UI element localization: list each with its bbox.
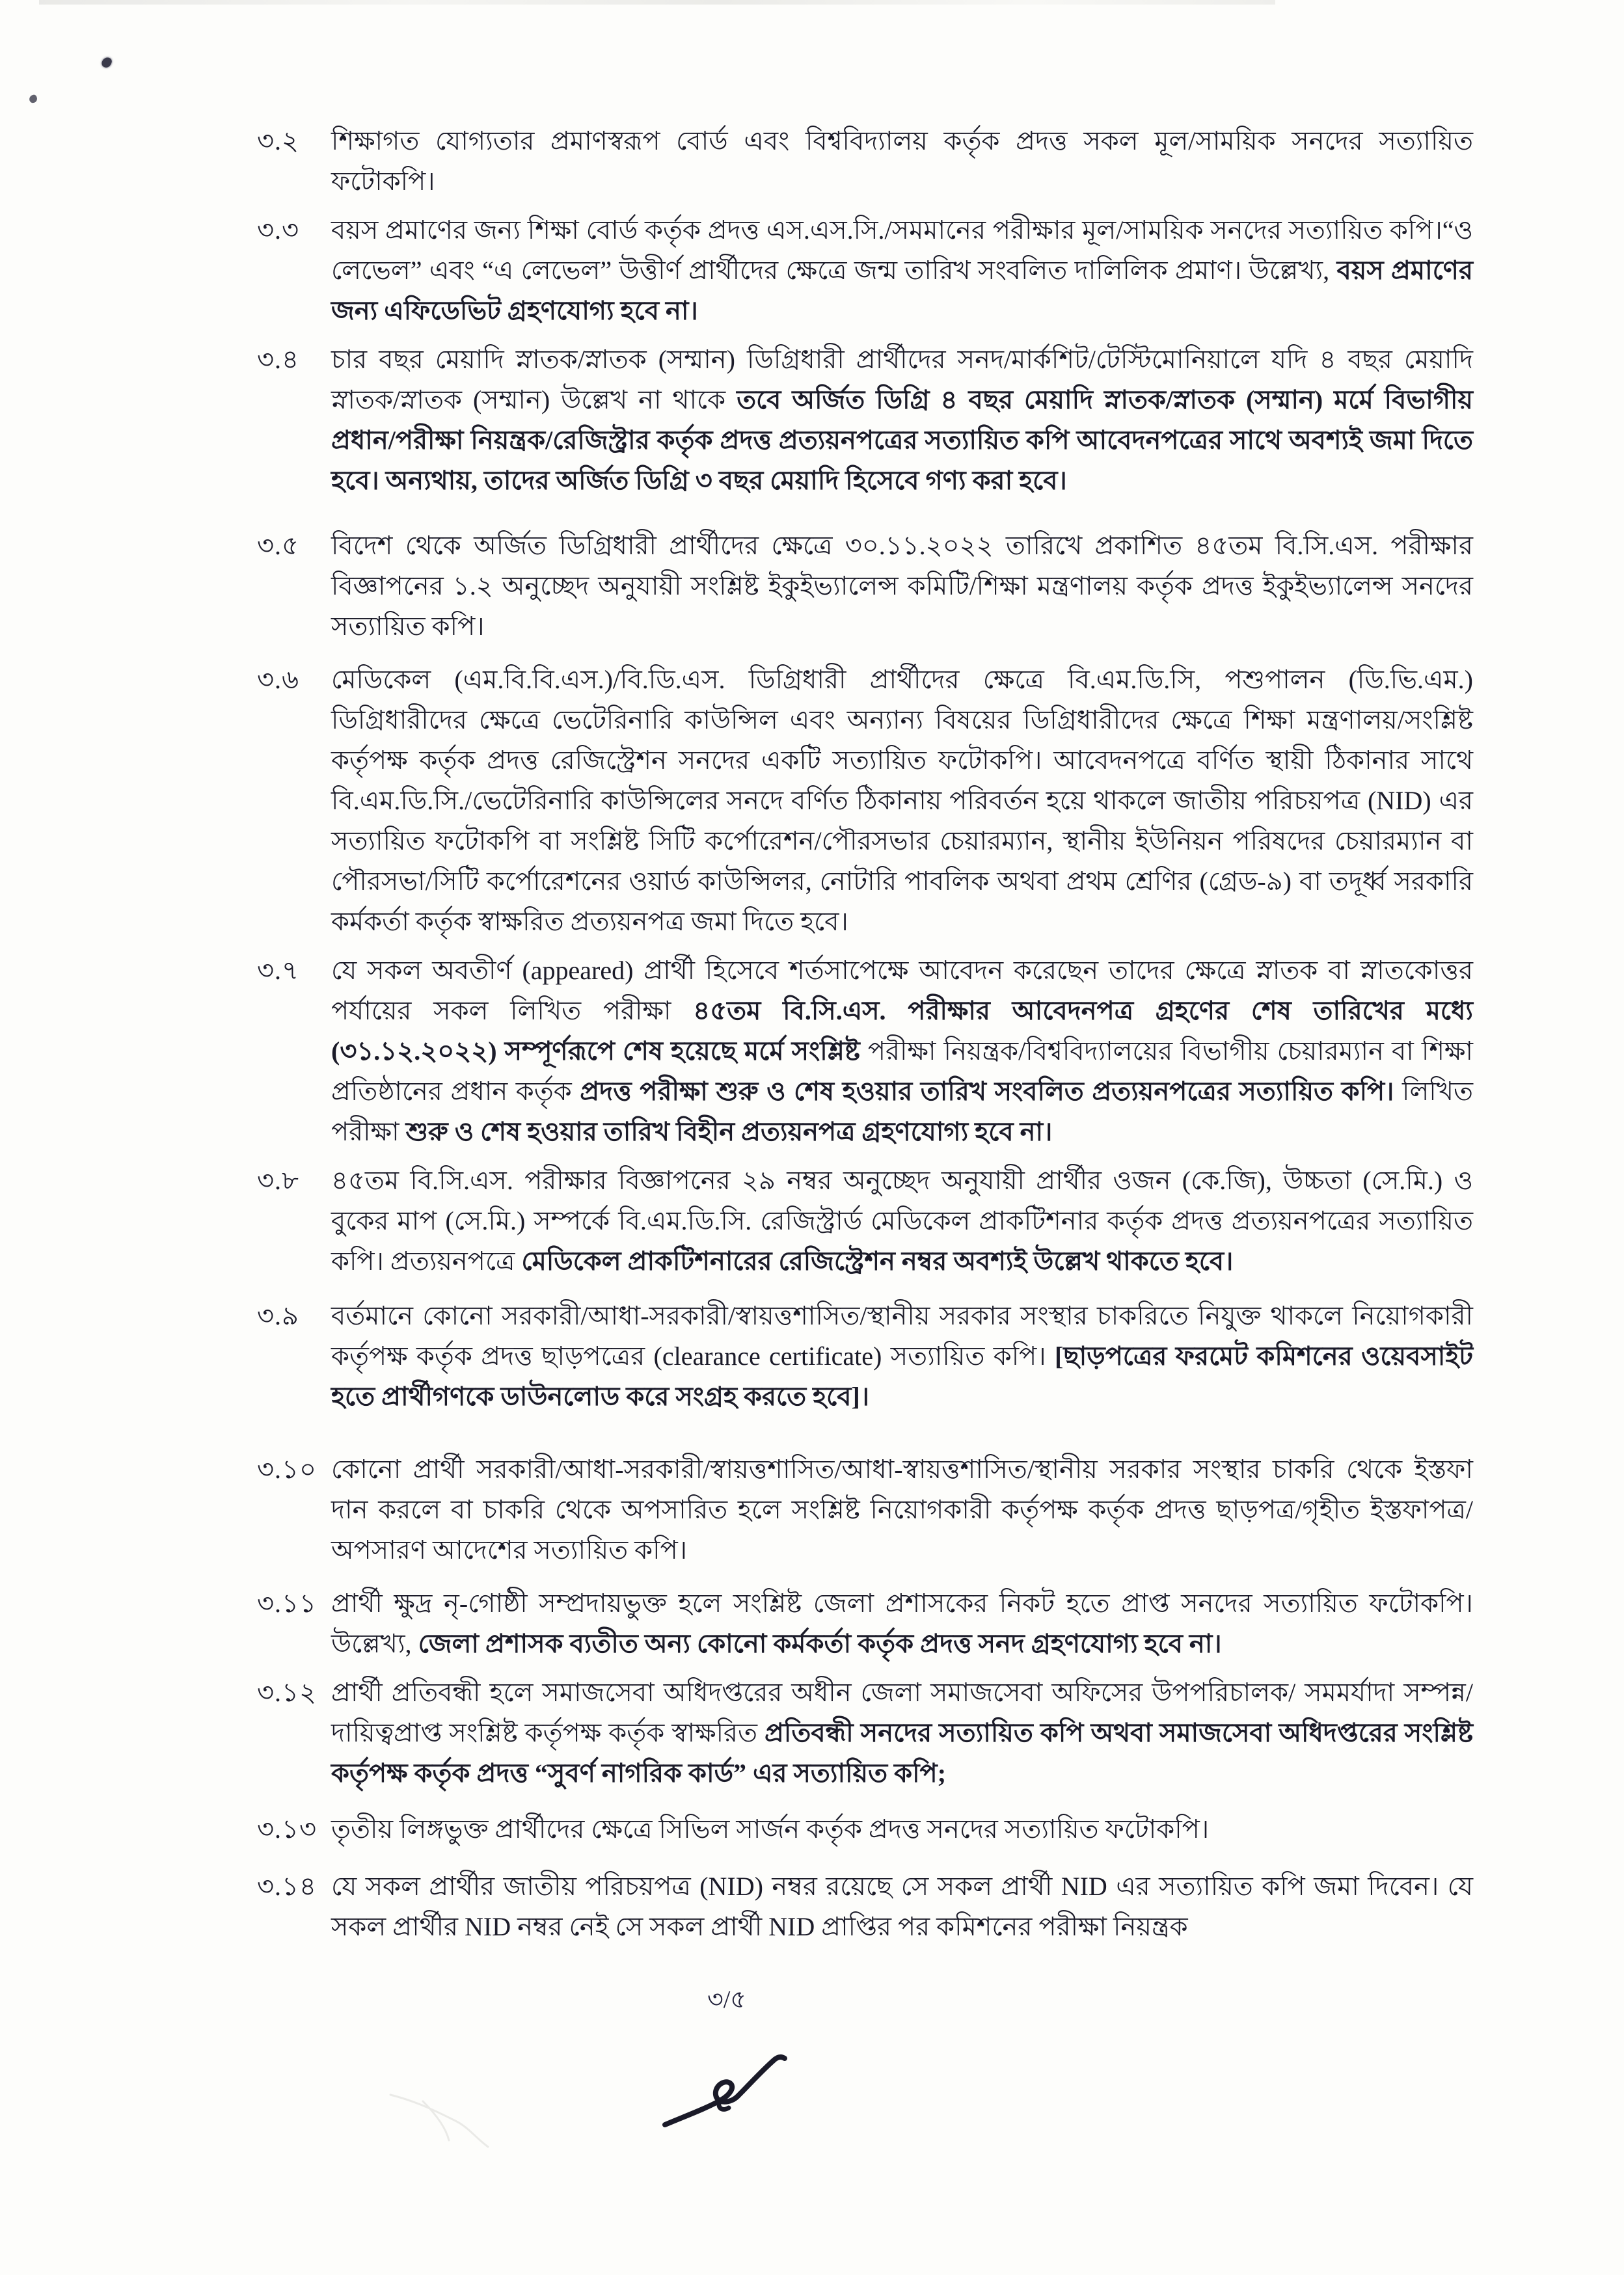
item-text: [331, 526, 1473, 647]
item-text: [331, 210, 1473, 331]
list-item: [257, 340, 1473, 501]
item-number: ৩.৭: [257, 956, 300, 985]
scan-edge-artifact: [39, 0, 1275, 5]
item-text-bold-segment: ৪৫তম বি.সি.এস. পরীক্ষার আবেদনপত্র গ্রহণের শেষ তারিখের মধ্যে (৩১.১২.২০২২) সম্পূর্ণরূপে শেষ হয়েছে মর্মে সংশ্লিষ্ট: [331, 996, 1473, 1066]
item-text-segment: ৪৫তম বি.সি.এস. পরীক্ষার বিজ্ঞাপনের ২৯ নম্বর অনুচ্ছেদ অনুযায়ী প্রার্থীর ওজন (কে.জি), উচ্চতা (সে.মি.) ও বুকের মাপ (সে.মি.) সম্পর্কে বি.এম.ডি.সি. রেজিস্ট্রার্ড মেডিকেল প্রাকটিশনার কর্তৃক প্রদত্ত প্রত্যয়নপত্রের সত্যায়িত কপি। প্রত্যয়নপত্রে: [331, 1166, 1473, 1276]
item-text-bold-segment: জেলা প্রশাসক ব্যতীত অন্য কোনো কর্মকর্তা কর্তৃক প্রদত্ত সনদ গ্রহণযোগ্য হবে না।: [418, 1629, 1222, 1658]
item-text-segment: বয়স প্রমাণের জন্য শিক্ষা বোর্ড কর্তৃক প্রদত্ত এস.এস.সি./সমমানের পরীক্ষার মূল/সাময়িক সনদের সত্যায়িত কপি।“ও লেভেল” এবং “এ লেভেল” উত্তীর্ণ প্রার্থীদের ক্ষেত্রে জন্ম তারিখ সংবলিত দালিলিক প্রমাণ। উল্লেখ্য,: [331, 215, 1473, 285]
list-item: [257, 1161, 1473, 1282]
item-text: [331, 950, 1473, 1152]
list-item: [257, 526, 1473, 647]
item-text-segment: বর্তমানে কোনো সরকারী/আধা-সরকারী/স্বায়ত্তশাসিত/স্থানীয় সরকার সংস্থার চাকরিতে নিযুক্ত থাকলে নিয়োগকারী কর্তৃপক্ষ কর্তৃক প্রদত্ত ছাড়পত্রের (clearance certificate) সত্যায়িত কপি।: [331, 1301, 1473, 1371]
item-text: [331, 1809, 1473, 1850]
item-text: [331, 1161, 1473, 1282]
page-number: ৩/৫: [707, 1986, 746, 2013]
item-text-bold-segment: তবে অর্জিত ডিগ্রি ৪ বছর মেয়াদি স্নাতক/স্নাতক (সম্মান) মর্মে বিভাগীয় প্রধান/পরীক্ষা নিয়ন্ত্রক/রেজিস্ট্রার কর্তৃক প্রদত্ত প্রত্যয়নপত্রের সত্যায়িত কপি আবেদনপত্রের সাথে অবশ্যই জমা দিতে হবে। অন্যথায়, তাদের অর্জিত ডিগ্রি ৩ বছর মেয়াদি হিসেবে গণ্য করা হবে।: [331, 385, 1473, 495]
list-item: [257, 660, 1473, 942]
item-text: [331, 660, 1473, 942]
item-number: ৩.১২: [257, 1678, 317, 1707]
list-item: [257, 1809, 1473, 1850]
list-item: [257, 1583, 1473, 1664]
item-text: [331, 1296, 1473, 1417]
list-item: [257, 210, 1473, 331]
item-number: ৩.৩: [257, 215, 300, 245]
item-text-segment: যে সকল অবতীর্ণ (appeared) প্রার্থী হিসেবে শর্তসাপেক্ষে আবেদন করেছেন তাদের ক্ষেত্রে স্নাতক বা স্নাতকোত্তর পর্যায়ের সকল লিখিত পরীক্ষা: [331, 956, 1473, 1025]
list-item: [257, 121, 1473, 202]
ink-speck: [100, 56, 113, 69]
item-text-segment: চার বছর মেয়াদি স্নাতক/স্নাতক (সম্মান) ডিগ্রিধারী প্রার্থীদের সনদ/মার্কশিট/টেস্টিমোনিয়ালে যদি ৪ বছর মেয়াদি স্নাতক/স্নাতক (সম্মান) উল্লেখ না থাকে: [331, 345, 1473, 414]
item-text-segment: পরীক্ষা নিয়ন্ত্রক/বিশ্ববিদ্যালয়ের বিভাগীয় চেয়ারম্যান বা শিক্ষা প্রতিষ্ঠানের প্রধান কর্তৃক: [331, 1036, 1473, 1106]
item-number: ৩.১৩: [257, 1814, 317, 1844]
item-text-bold-segment: [ছাড়পত্রের ফরমেট কমিশনের ওয়েবসাইট হতে প্রার্থীগণকে ডাউনলোড করে সংগ্রহ করতে হবে]।: [331, 1341, 1473, 1411]
item-number: ৩.৮: [257, 1166, 299, 1195]
list-item: [257, 1449, 1473, 1570]
item-number: ৩.৪: [257, 345, 299, 374]
pencil-scribble: [384, 2075, 566, 2160]
item-text: [331, 340, 1473, 501]
document-items: [257, 121, 1473, 1956]
item-text-bold-segment: প্রদত্ত পরীক্ষা শুরু ও শেষ হওয়ার তারিখ সংবলিত প্রত্যয়নপত্রের সত্যায়িত কপি।: [580, 1077, 1403, 1106]
item-text: [331, 1583, 1473, 1664]
item-number: ৩.২: [257, 126, 300, 155]
item-text: [331, 1673, 1473, 1794]
item-number: ৩.১১: [257, 1589, 317, 1618]
item-number: ৩.৯: [257, 1301, 299, 1330]
item-text-segment: প্রার্থী ক্ষুদ্র নৃ-গোষ্ঠী সম্প্রদায়ভুক্ত হলে সংশ্লিষ্ট জেলা প্রশাসকের নিকট হতে প্রাপ্ত সনদের সত্যায়িত ফটোকপি। উল্লেখ্য,: [331, 1589, 1473, 1658]
item-text-segment: যে সকল প্রার্থীর জাতীয় পরিচয়পত্র (NID) নম্বর রয়েছে সে সকল প্রার্থী NID এর সত্যায়িত কপি জমা দিবেন। যে সকল প্রার্থীর NID নম্বর নেই সে সকল প্রার্থী NID প্রাপ্তির পর কমিশনের পরীক্ষা নিয়ন্ত্রক: [331, 1872, 1473, 1941]
list-item: [257, 1296, 1473, 1417]
ink-speck: [29, 94, 38, 104]
item-text-segment: মেডিকেল (এম.বি.বি.এস.)/বি.ডি.এস. ডিগ্রিধারী প্রার্থীদের ক্ষেত্রে বি.এম.ডি.সি, পশুপালন (ডি.ভি.এম.) ডিগ্রিধারীদের ক্ষেত্রে ভেটেরিনারি কাউন্সিল এবং অন্যান্য বিষয়ের ডিগ্রিধারীদের ক্ষেত্রে শিক্ষা মন্ত্রণালয়/সংশ্লিষ্ট কর্তৃপক্ষ কর্তৃক প্রদত্ত রেজিস্ট্রেশন সনদের একটি সত্যায়িত ফটোকপি। আবেদনপত্রে বর্ণিত স্থায়ী ঠিকানার সাথে বি.এম.ডি.সি./ভেটেরিনারি কাউন্সিলের সনদে বর্ণিত ঠিকানায় পরিবর্তন হয়ে থাকলে জাতীয় পরিচয়পত্র (NID) এর সত্যায়িত ফটোকপি বা সংশ্লিষ্ট সিটি কর্পোরেশন/পৌরসভার চেয়ারম্যান, স্থানীয় ইউনিয়ন পরিষদের চেয়ারম্যান বা পৌরসভা/সিটি কর্পোরেশনের ওয়ার্ড কাউন্সিলর, নোটারি পাবলিক অথবা প্রথম শ্রেণির (গ্রেড-৯) বা তদূর্ধ্ব সরকারি কর্মকর্তা কর্তৃক স্বাক্ষরিত প্রত্যয়নপত্র জমা দিতে হবে।: [331, 665, 1473, 936]
list-item: [257, 950, 1473, 1152]
item-text-segment: কোনো প্রার্থী সরকারী/আধা-সরকারী/স্বায়ত্তশাসিত/আধা-স্বায়ত্তশাসিত/স্থানীয় সরকার সংস্থার চাকরি থেকে ইস্তফা দান করলে বা চাকরি থেকে অপসারিত হলে সংশ্লিষ্ট নিয়োগকারী কর্তৃপক্ষ কর্তৃক প্রদত্ত ছাড়পত্র/গৃহীত ইস্তফাপত্র/অপসারণ আদেশের সত্যায়িত কপি।: [331, 1455, 1473, 1565]
item-number: ৩.১৪: [257, 1872, 317, 1901]
item-number: ৩.১০: [257, 1455, 317, 1484]
item-text-segment: শিক্ষাগত যোগ্যতার প্রমাণস্বরূপ বোর্ড এবং বিশ্ববিদ্যালয় কর্তৃক প্রদত্ত সকল মূল/সাময়িক সনদের সত্যায়িত ফটোকপি।: [331, 126, 1473, 196]
list-item: [257, 1866, 1473, 1947]
item-text-segment: প্রার্থী প্রতিবন্ধী হলে সমাজসেবা অধিদপ্তরের অধীন জেলা সমাজসেবা অফিসের উপপরিচালক/ সমমর্যাদা সম্পন্ন/দায়িত্বপ্রাপ্ত সংশ্লিষ্ট কর্তৃপক্ষ কর্তৃক স্বাক্ষরিত: [331, 1678, 1473, 1747]
item-text: [331, 121, 1473, 202]
signature-ink-mark: [657, 2049, 794, 2140]
item-text-segment: লিখিত পরীক্ষা: [331, 1077, 1473, 1146]
item-number: ৩.৫: [257, 531, 299, 560]
item-number: ৩.৬: [257, 665, 300, 694]
item-text-segment: বিদেশ থেকে অর্জিত ডিগ্রিধারী প্রার্থীদের ক্ষেত্রে ৩০.১১.২০২২ তারিখে প্রকাশিত ৪৫তম বি.সি.এস. পরীক্ষার বিজ্ঞাপনের ১.২ অনুচ্ছেদ অনুযায়ী সংশ্লিষ্ট ইকুইভ্যালেন্স কমিটি/শিক্ষা মন্ত্রণালয় কর্তৃক প্রদত্ত ইকুইভ্যালেন্স সনদের সত্যায়িত কপি।: [331, 531, 1473, 641]
item-text: [331, 1449, 1473, 1570]
item-text-bold-segment: প্রতিবন্ধী সনদের সত্যায়িত কপি অথবা সমাজসেবা অধিদপ্তরের সংশ্লিষ্ট কর্তৃপক্ষ কর্তৃক প্রদত্ত “সুবর্ণ নাগরিক কার্ড” এর সত্যায়িত কপি;: [331, 1718, 1473, 1788]
item-text-bold-segment: মেডিকেল প্রাকটিশনারের রেজিস্ট্রেশন নম্বর অবশ্যই উল্লেখ থাকতে হবে।: [521, 1246, 1234, 1276]
list-item: [257, 1673, 1473, 1794]
item-text-bold-segment: শুরু ও শেষ হওয়ার তারিখ বিহীন প্রত্যয়নপত্র গ্রহণযোগ্য হবে না।: [405, 1117, 1053, 1146]
item-text: [331, 1866, 1473, 1947]
item-text-bold-segment: বয়স প্রমাণের জন্য এফিডেভিট গ্রহণযোগ্য হবে না।: [331, 256, 1473, 325]
item-text-segment: তৃতীয় লিঙ্গভুক্ত প্রার্থীদের ক্ষেত্রে সিভিল সার্জন কর্তৃক প্রদত্ত সনদের সত্যায়িত ফটোকপি।: [331, 1814, 1210, 1844]
